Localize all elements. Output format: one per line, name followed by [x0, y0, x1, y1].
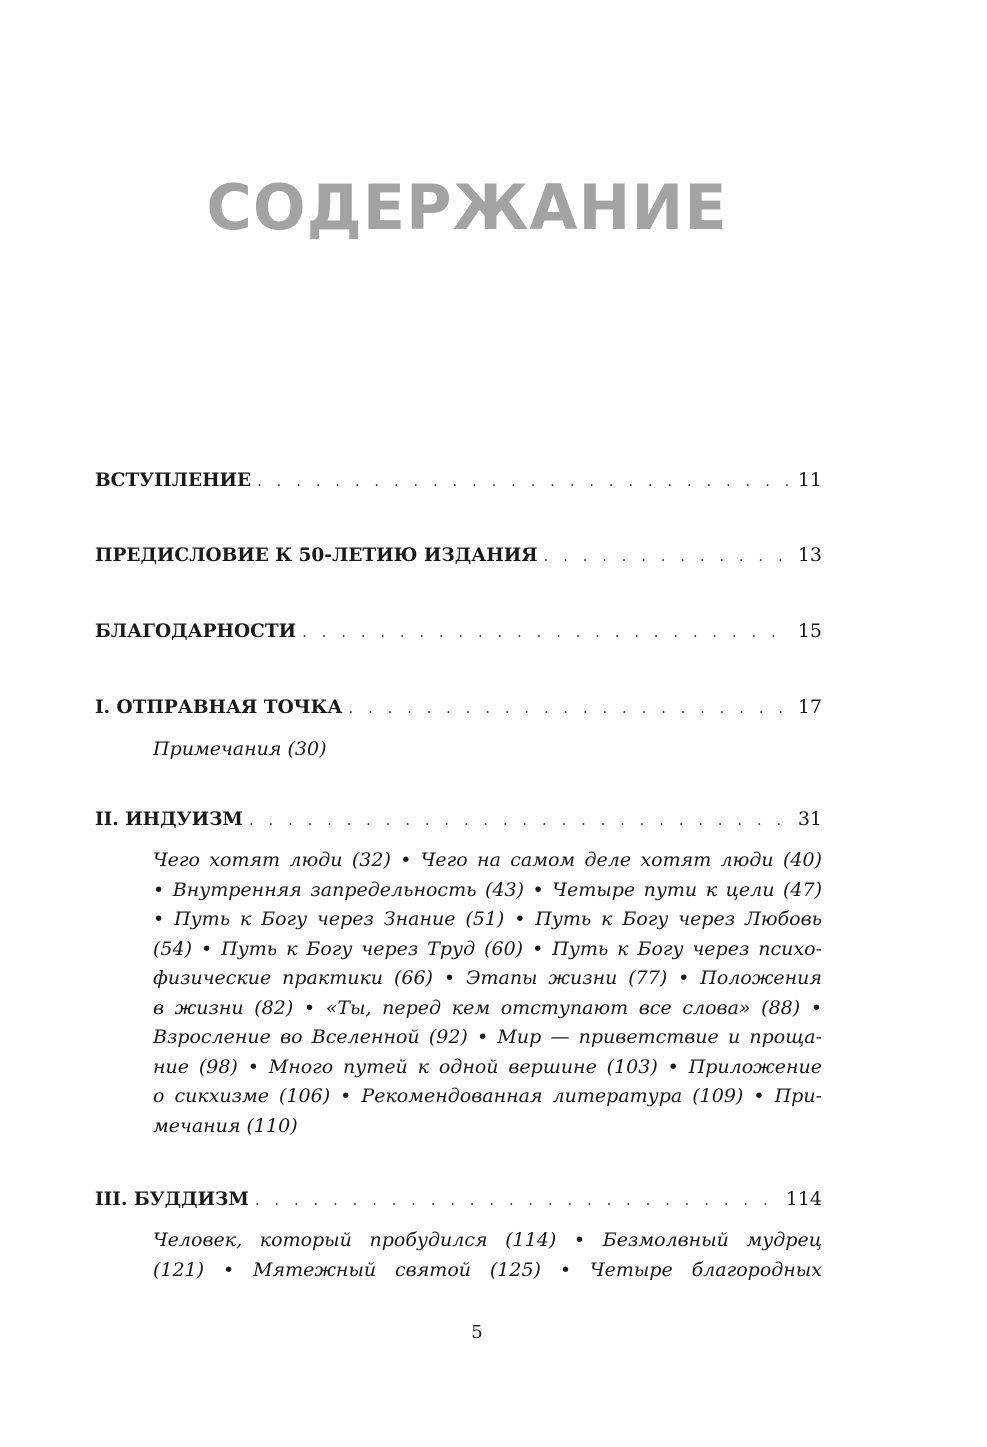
toc-entry-page: 17 — [797, 696, 822, 718]
toc-entry-acknowledgements[interactable] — [95, 616, 822, 647]
toc-entry-preface[interactable] — [95, 540, 822, 571]
toc-entry-starting-point[interactable] — [95, 692, 822, 723]
toc-entry-title: III. БУДДИЗМ — [95, 1189, 249, 1210]
subsection-line: • Путь к Богу через Знание (51) • Путь к Богу через Любовь — [153, 908, 822, 930]
toc-entry-page: 15 — [797, 620, 822, 642]
toc-entry-introduction[interactable] — [95, 465, 822, 496]
subsection-line: • Внутренняя запредельность (43) • Четыре пути к цели (47) — [153, 878, 822, 901]
toc-entry-buddhism[interactable] — [95, 1184, 822, 1215]
toc-entry-title: ВСТУПЛЕНИЕ — [95, 470, 252, 491]
subsection-line: о сикхизме (106) • Рекомендованная литература (109) • При- — [153, 1085, 822, 1107]
page-number: 5 — [471, 1322, 483, 1343]
subsection-line: в жизни (82) • «Ты, перед кем отступают все слова» (88) • — [153, 996, 822, 1019]
dot-leader — [249, 805, 790, 835]
dot-leader — [302, 617, 790, 647]
page-title: СОДЕРЖАНИЕ — [206, 171, 728, 244]
subsection-line: Примечания (30) — [153, 738, 327, 760]
subsection-list-starting-point — [153, 735, 822, 765]
subsection-line: (54) • Путь к Богу через Труд (60) • Путь к Богу через психо- — [153, 937, 822, 960]
dot-leader — [544, 541, 790, 571]
subsection-list-hinduism — [153, 846, 822, 1141]
toc-entry-hinduism[interactable] — [95, 804, 822, 835]
dot-leader — [257, 466, 790, 496]
subsection-line: Взросление во Вселенной (92) • Мир — приветствие и проща- — [153, 1026, 822, 1048]
subsection-line: Человек, который пробудился (114) • Безмолвный мудрец — [153, 1229, 822, 1251]
subsection-line: мечания (110) — [153, 1114, 298, 1137]
toc-entry-title: ПРЕДИСЛОВИЕ К 50-ЛЕТИЮ ИЗДАНИЯ — [95, 545, 538, 566]
toc-entry-title: I. ОТПРАВНАЯ ТОЧКА — [95, 697, 343, 718]
toc-entry-page: 114 — [785, 1188, 822, 1210]
toc-entry-page: 11 — [797, 469, 822, 491]
dot-leader — [255, 1185, 778, 1215]
subsection-line: физические практики (66) • Этапы жизни (77) • Положения — [153, 967, 822, 989]
subsection-line: (121) • Мятежный святой (125) • Четыре благородных — [153, 1258, 822, 1281]
toc-entry-title: БЛАГОДАРНОСТИ — [95, 621, 297, 642]
toc-entry-page: 31 — [797, 808, 822, 830]
subsection-list-buddhism — [153, 1226, 822, 1285]
toc-entry-page: 13 — [797, 544, 822, 566]
toc-entry-title: II. ИНДУИЗМ — [95, 809, 243, 830]
subsection-line: ние (98) • Много путей к одной вершине (103) • Приложение — [153, 1055, 822, 1078]
subsection-line: Чего хотят люди (32) • Чего на самом деле хотят люди (40) — [153, 849, 822, 871]
dot-leader — [348, 693, 789, 723]
